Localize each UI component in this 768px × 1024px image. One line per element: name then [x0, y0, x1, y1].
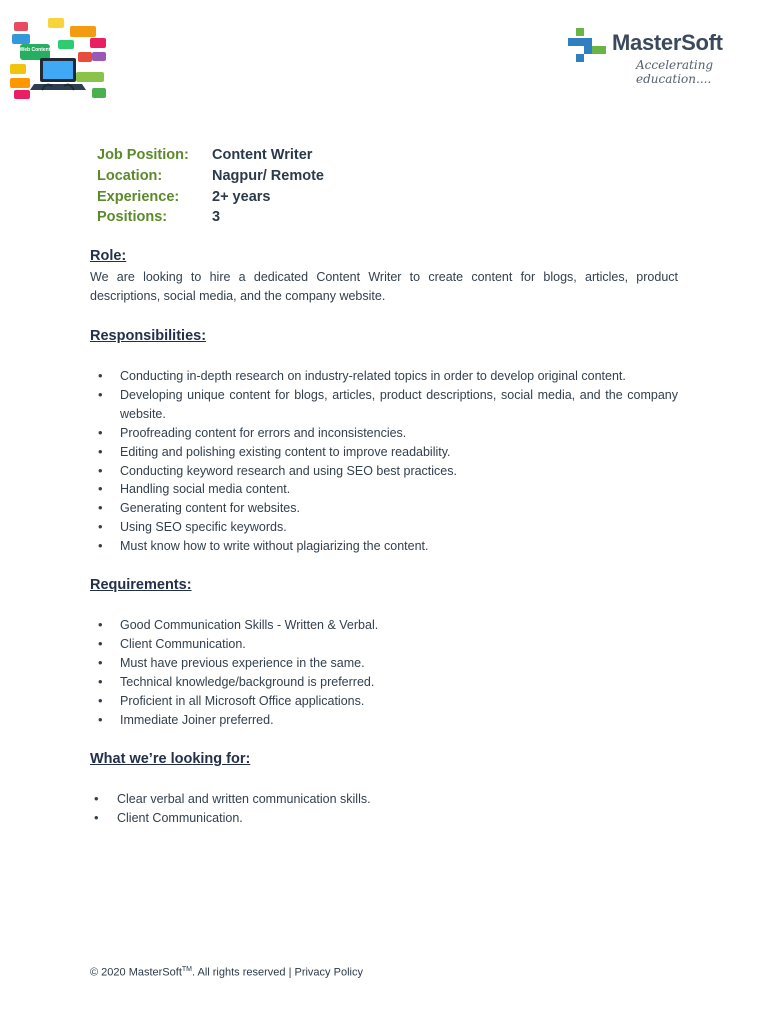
responsibilities-heading: Responsibilities: [90, 328, 207, 344]
job-details [97, 145, 324, 228]
looking-for-list [90, 790, 678, 828]
list-item: • Proofreading content for errors and inconsistencies. [90, 424, 678, 443]
list-item: • Must have previous experience in the same. [90, 654, 678, 673]
web-content-illustration [8, 18, 108, 102]
experience-value: 2+ years [212, 188, 271, 205]
list-item: • Conducting in-depth research on industry-related topics in order to develop original content. [90, 367, 678, 386]
brand-name: MasterSoft [612, 30, 723, 55]
list-item: • Technical knowledge/background is preferred. [90, 673, 678, 692]
mastersoft-logo [566, 26, 756, 86]
role-description: We are looking to hire a dedicated Content Writer to create content for blogs, articles, product descriptions, social media, and the company website. [90, 270, 678, 303]
brand-tagline: Accelerating education.... [636, 58, 714, 86]
job-position-row [97, 145, 324, 166]
positions-row [97, 207, 324, 228]
list-item: • Client Communication. [90, 809, 678, 828]
requirements-heading: Requirements: [90, 577, 192, 593]
list-item: • Proficient in all Microsoft Office applications. [90, 692, 678, 711]
list-item: • Using SEO specific keywords. [90, 518, 678, 537]
list-item: • Developing unique content for blogs, articles, product descriptions, social media, and the company website. [90, 386, 678, 424]
list-item: • Good Communication Skills - Written & Verbal. [90, 616, 678, 635]
list-item: • Conducting keyword research and using SEO best practices. [90, 462, 678, 481]
experience-label: Experience: [97, 188, 180, 205]
list-item: • Immediate Joiner preferred. [90, 711, 678, 730]
list-item: • Client Communication. [90, 635, 678, 654]
job-position-value: Content Writer [212, 147, 313, 164]
experience-row [97, 186, 324, 207]
responsibilities-list [90, 367, 678, 556]
job-position-label: Job Position: [97, 147, 189, 164]
positions-label: Positions: [97, 209, 168, 226]
list-item: • Generating content for websites. [90, 499, 678, 518]
trademark-mark: TM [181, 966, 192, 973]
location-value: Nagpur/ Remote [212, 168, 324, 185]
list-item: • Must know how to write without plagiarizing the content. [90, 537, 678, 556]
looking-for-heading: What we’re looking for: [90, 751, 251, 767]
location-row [97, 166, 324, 187]
list-item: • Editing and polishing existing content to improve readability. [90, 443, 678, 462]
footer-links-text: . All rights reserved | Privacy Policy [191, 966, 363, 979]
location-label: Location: [97, 168, 163, 185]
positions-value: 3 [212, 209, 221, 226]
list-item: • Clear verbal and written communication skills. [90, 790, 678, 809]
requirements-list [90, 616, 678, 729]
list-item: • Handling social media content. [90, 480, 678, 499]
footer [90, 966, 363, 979]
mastersoft-logo-icon [566, 28, 610, 64]
illustration-label: Web Content [19, 47, 51, 53]
copyright-text: © 2020 MasterSoft [90, 966, 182, 979]
role-heading: Role: [90, 248, 127, 264]
